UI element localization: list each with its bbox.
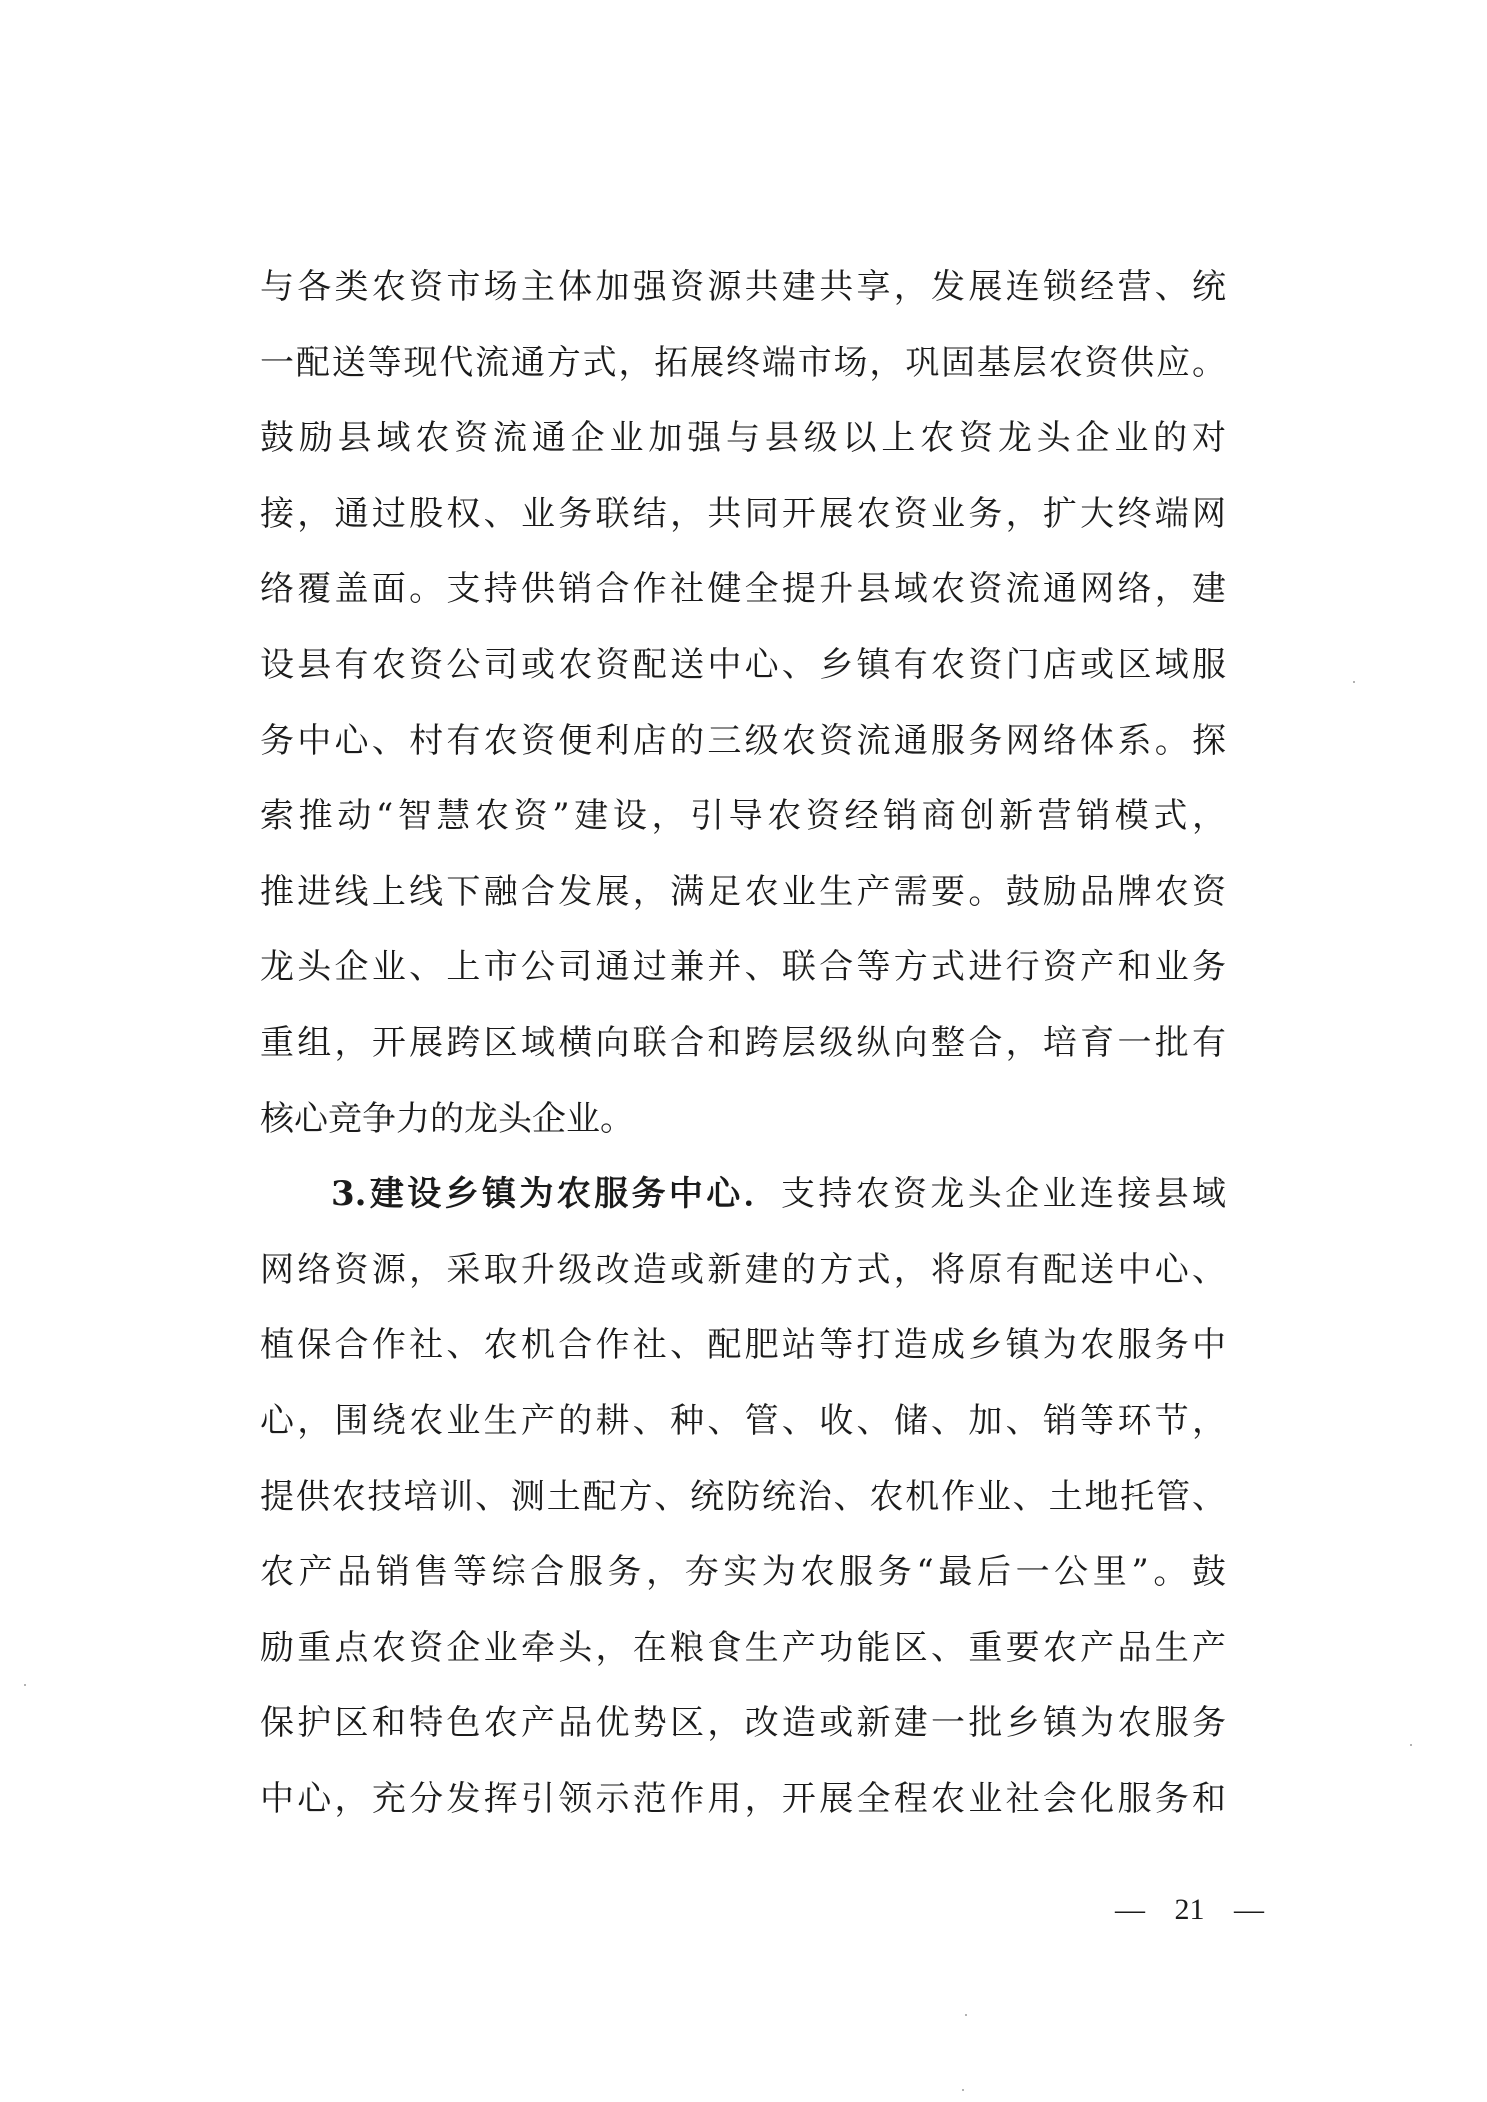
scan-artifact bbox=[24, 1684, 26, 1686]
text-line: 中心，充分发挥引领示范作用，开展全程农业社会化服务和 bbox=[260, 1778, 1226, 1819]
scan-artifact bbox=[965, 2014, 967, 2016]
text-line: 设县有农资公司或农资配送中心、乡镇有农资门店或区域服 bbox=[260, 644, 1226, 685]
text-line: 鼓励县域农资流通企业加强与县级以上农资龙头企业的对 bbox=[260, 418, 1226, 459]
text-line: 励重点农资企业牵头，在粮食生产功能区、重要农产品生产 bbox=[260, 1627, 1226, 1668]
text-line: 接，通过股权、业务联结，共同开展农资业务，扩大终端网 bbox=[260, 493, 1226, 534]
scan-artifact bbox=[1353, 681, 1355, 683]
scan-artifact bbox=[1410, 1744, 1412, 1746]
text-line: 重组，开展跨区域横向联合和跨层级纵向整合，培育一批有 bbox=[260, 1022, 1226, 1063]
page-number: — 21 — bbox=[1115, 1893, 1264, 1926]
paragraph bbox=[260, 1157, 1226, 1837]
text-run: 支持农资龙头企业连接县域 bbox=[780, 1174, 1227, 1215]
paragraph bbox=[260, 250, 1226, 1157]
text-line: 提供农技培训、测土配方、统防统治、农机作业、土地托管、 bbox=[260, 1476, 1226, 1517]
text-line: 推进线上线下融合发展，满足农业生产需要。鼓励品牌农资 bbox=[260, 871, 1226, 912]
document-body bbox=[260, 250, 1226, 1837]
text-line: 心，围绕农业生产的耕、种、管、收、储、加、销等环节， bbox=[260, 1400, 1226, 1441]
scan-artifact bbox=[962, 2089, 964, 2091]
text-line: 务中心、村有农资便利店的三级农资流通服务网络体系。探 bbox=[260, 720, 1226, 761]
text-line: 核心竞争力的龙头企业。 bbox=[260, 1098, 634, 1139]
text-line: 索推动“智慧农资”建设，引导农资经销商创新营销模式， bbox=[260, 796, 1226, 837]
section-heading: 3.建设乡镇为农服务中心． bbox=[331, 1174, 781, 1215]
text-line: 植保合作社、农机合作社、配肥站等打造成乡镇为农服务中 bbox=[260, 1325, 1226, 1366]
paragraph-first-line bbox=[260, 1157, 1226, 1233]
text-line: 网络资源，采取升级改造或新建的方式，将原有配送中心、 bbox=[260, 1249, 1226, 1290]
text-line: 农产品销售等综合服务，夯实为农服务“最后一公里”。鼓 bbox=[260, 1552, 1226, 1593]
text-line: 与各类农资市场主体加强资源共建共享，发展连锁经营、统 bbox=[260, 267, 1226, 307]
text-line: 络覆盖面。支持供销合作社健全提升县域农资流通网络，建 bbox=[260, 569, 1226, 610]
text-line: 一配送等现代流通方式，拓展终端市场，巩固基层农资供应。 bbox=[260, 342, 1226, 383]
text-line: 保护区和特色农产品优势区，改造或新建一批乡镇为农服务 bbox=[260, 1703, 1226, 1744]
text-line: 龙头企业、上市公司通过兼并、联合等方式进行资产和业务 bbox=[260, 947, 1226, 988]
